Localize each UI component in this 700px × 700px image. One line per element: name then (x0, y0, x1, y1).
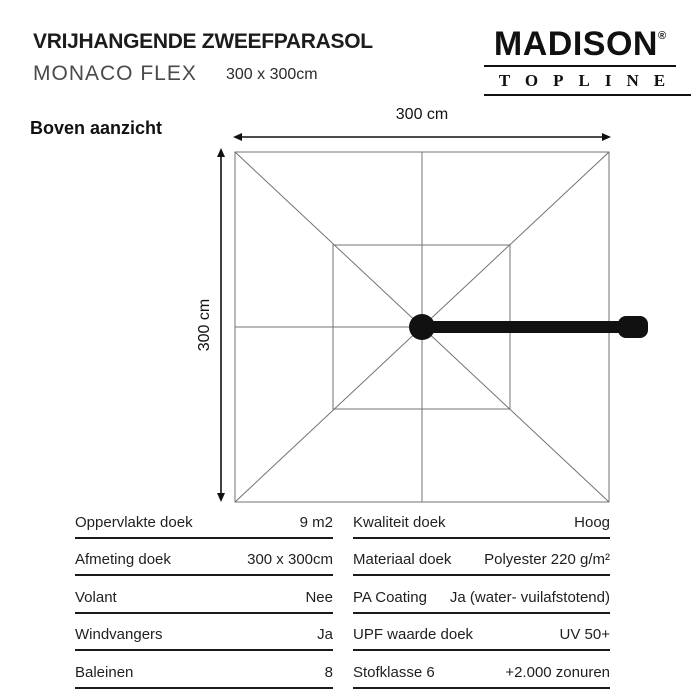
spec-row-kwaliteit (353, 501, 610, 539)
spec-label: Windvangers (75, 626, 163, 643)
brand-name: MADISON (493, 25, 658, 63)
spec-row-upf (353, 614, 610, 652)
spec-label: Materiaal doek (353, 551, 452, 568)
spec-value: 9 m2 (299, 513, 333, 531)
spec-value: Ja (317, 626, 333, 643)
spec-row-oppervlakte (75, 501, 333, 539)
spec-value: 8 (324, 663, 333, 681)
brand-wordmark (484, 27, 676, 67)
parasol-drawing (0, 100, 700, 510)
view-label: Boven aanzicht (30, 118, 163, 138)
brand-subline: TOPLINE (484, 67, 691, 96)
top-view-diagram (0, 100, 700, 510)
spec-value: UV 50+ (559, 626, 610, 643)
spec-row-windvangers (75, 614, 333, 652)
spec-label: PA Coating (353, 588, 427, 606)
spec-label: Afmeting doek (75, 551, 171, 568)
spec-label: UPF waarde doek (353, 626, 474, 643)
spec-value: Ja (water- vuilafstotend) (449, 588, 610, 606)
spec-row-materiaal (353, 539, 610, 577)
height-dimension-label: 300 cm (196, 298, 213, 352)
spec-row-stofklasse (353, 651, 610, 689)
spec-value: Polyester 220 g/m² (484, 551, 610, 568)
spec-value: +2.000 zonuren (505, 663, 610, 681)
spec-row-pa-coating (353, 576, 610, 614)
spec-value: Hoog (574, 513, 610, 531)
spec-table (75, 501, 610, 689)
spec-column-left (75, 501, 333, 689)
spec-label: Volant (75, 588, 117, 606)
arrow-top-head-icon (217, 148, 225, 157)
width-dimension-label: 300 cm (395, 106, 449, 123)
arm-end-cap (618, 316, 648, 338)
spec-column-right (353, 501, 610, 689)
arrow-right-head-icon (602, 133, 611, 141)
arrow-left-head-icon (233, 133, 242, 141)
page-title: VRIJHANGENDE ZWEEFPARASOL (33, 30, 373, 53)
model-size: 300 x 300cm (226, 66, 318, 83)
spec-label: Kwaliteit doek (353, 513, 446, 531)
spec-value: 300 x 300cm (247, 551, 333, 568)
brand-logo (484, 25, 681, 96)
spec-label: Stofklasse 6 (353, 663, 435, 681)
spec-row-baleinen (75, 651, 333, 689)
center-pole-hub (409, 314, 435, 340)
spec-label: Baleinen (75, 663, 134, 681)
spec-label: Oppervlakte doek (75, 513, 193, 531)
spec-row-afmeting (75, 539, 333, 577)
model-name: MONACO FLEX (33, 62, 197, 85)
spec-value: Nee (305, 588, 333, 606)
registered-trademark-icon: ® (657, 30, 667, 42)
spec-row-volant (75, 576, 333, 614)
